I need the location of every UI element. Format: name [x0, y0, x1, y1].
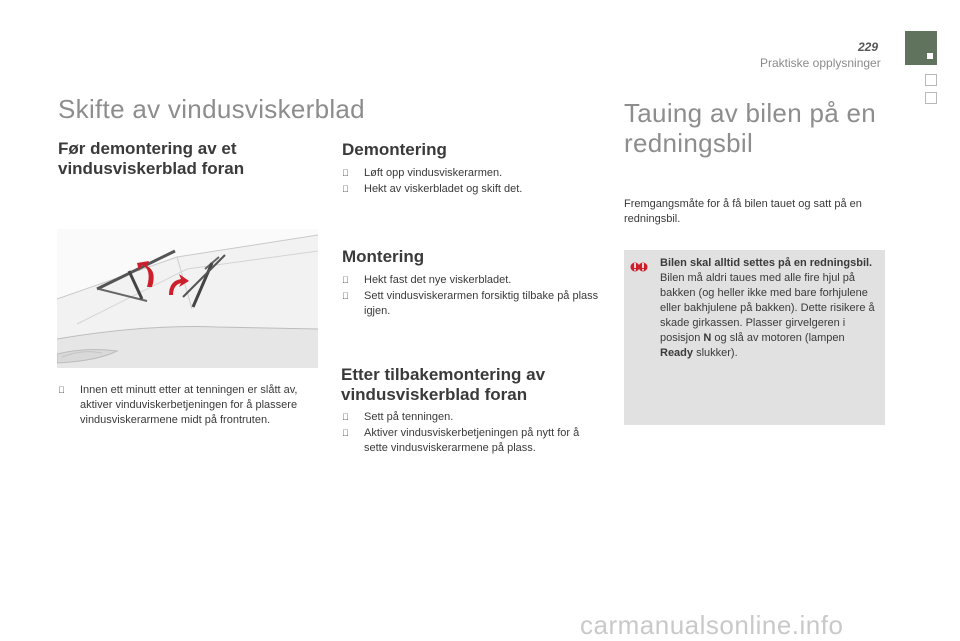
warning-box: [624, 250, 885, 425]
demontering-list: [342, 166, 602, 198]
section-tab: [905, 31, 937, 65]
list-item: Løft opp vindusviskerarmen.: [342, 166, 602, 181]
warning-body-3: slukker).: [693, 347, 738, 359]
warning-text: [660, 256, 880, 361]
intro-text: Fremgangsmåte for å få bilen tauet og satt på en redningsbil.: [624, 198, 862, 225]
arrow-bullet-icon: [342, 166, 349, 181]
warning-icon: [630, 258, 648, 276]
warning-lead: Bilen skal alltid settes på en redningsbil.: [660, 257, 873, 269]
etter-heading: Etter tilbakemontering av vindusviskerblad foran: [341, 365, 546, 404]
page-number: 229: [858, 40, 879, 54]
list-item: Hekt fast det nye viskerbladet.: [342, 273, 604, 288]
side-box-2: [925, 92, 937, 104]
watermark: carmanualsonline.info: [580, 610, 844, 640]
arrow-bullet-icon: [342, 426, 349, 441]
wiper-illustration: [57, 229, 318, 368]
left-title: Skifte av vindusviskerblad: [58, 94, 365, 124]
list-item: Aktiver vindusviskerbetjeningen på nytt for å sette vindusviskerarmene på plass.: [342, 426, 604, 456]
ready-lamp-label: Ready: [660, 347, 694, 359]
arrow-bullet-icon: [342, 289, 349, 304]
warning-body-1: Bilen må aldri taues med alle fire hjul på bakken (og heller ikke med bare forhjulene eller bakhjulene på bakken). Dette risikere å skade girkassen. Plasser girvelgeren i posisjon: [660, 272, 875, 344]
tab-marker: [927, 53, 933, 59]
montering-heading: Montering: [342, 247, 425, 266]
arrow-bullet-icon: [58, 383, 65, 398]
arrow-bullet-icon: [342, 182, 349, 197]
arrow-bullet-icon: [342, 273, 349, 288]
section-title: Praktiske opplysninger: [760, 56, 881, 70]
list-item: Sett på tenningen.: [342, 410, 604, 425]
demontering-heading: Demontering: [342, 140, 447, 159]
car-windshield-image: [57, 229, 318, 368]
gear-position-n: N: [703, 332, 712, 344]
etter-list: [342, 410, 604, 457]
arrow-bullet-icon: [342, 410, 349, 425]
list-item: Hekt av viskerbladet og skift det.: [342, 182, 602, 197]
right-title: Tauing av bilen på en redningsbil: [624, 98, 877, 158]
before-list: [58, 383, 308, 429]
list-item: Innen ett minutt etter at tenningen er slått av, aktiver vinduviskerbetjeningen for å plassere vindusviskerarmene midt på frontruten.: [58, 383, 308, 428]
montering-list: [342, 273, 604, 320]
before-heading: Før demontering av et vindusviskerblad foran: [58, 139, 245, 178]
side-box-1: [925, 74, 937, 86]
list-item: Sett vindusviskerarmen forsiktig tilbake på plass igjen.: [342, 289, 604, 319]
warning-body-2: og slå av motoren (lampen: [711, 332, 845, 344]
